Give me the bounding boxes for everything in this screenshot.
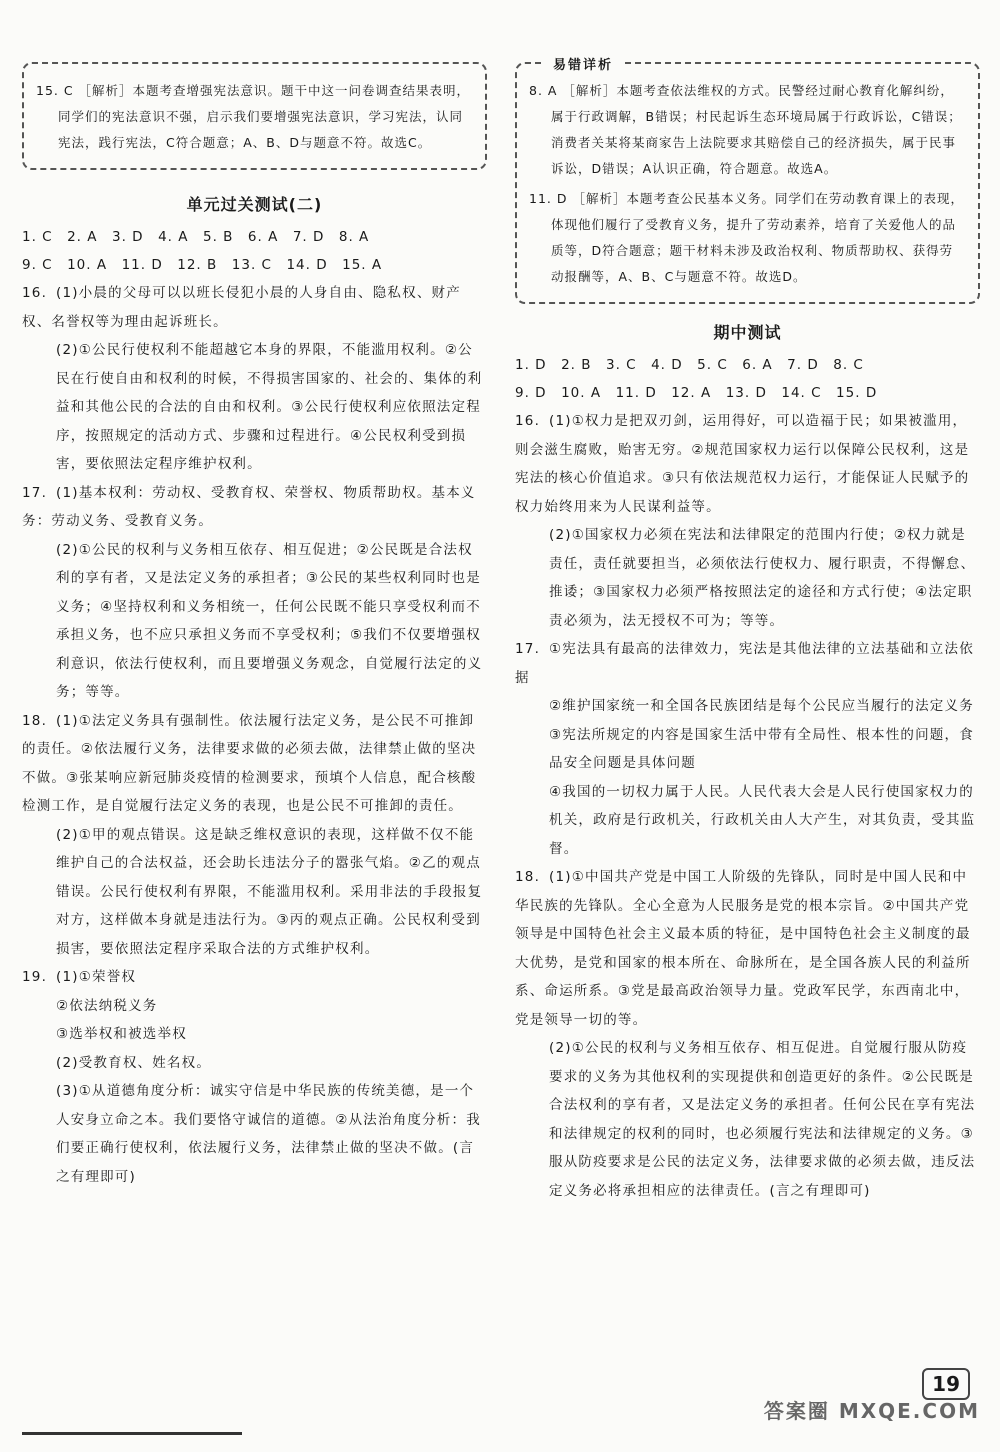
question-number: 16.	[22, 285, 48, 301]
question-line	[22, 279, 487, 336]
question-text: ③宪法所规定的内容是国家生活中带有全局性、根本性的问题，食品安全问题是具体问题	[549, 726, 974, 771]
question-text: (2)①公民的权利与义务相互依存、相互促进；②公民既是合法权利的享有者，又是法定义务的承担者；③公民的某些权利同时也是义务；④坚持权利和义务相统一，任何公民既不能只享受权利而不承担义务，也不应只承担义务而不享受权利；⑤我们不仅要增强权利意识，依法行使权利，而且要增强义务观念，自觉履行法定的义务；等等。	[56, 541, 483, 700]
question-number: 17.	[22, 484, 48, 501]
question-text: (1)小晨的父母可以以班长侵犯小晨的人身自由、隐私权、财产权、名誉权等为理由起诉班长。	[22, 285, 461, 330]
question-text: (2)①公民行使权利不能超越它本身的界限，不能滥用权利。②公民在行使自由和权利的时候，不得损害国家的、社会的、集体的利益和其他公民的合法的自由和权利。③公民行使权利应依照法定程序，按照规定的活动方式、步骤和过程进行。④公民权利受到损害，要依照法定程序维护权利。	[56, 342, 483, 472]
box-label: 易错详析	[545, 53, 621, 79]
left-analysis-box	[22, 62, 487, 170]
page-number: 19	[922, 1368, 970, 1400]
left-column	[22, 0, 487, 1191]
question-text: (2)①甲的观点错误。这是缺乏维权意识的表现，这样做不仅不能维护自己的合法权益，还会助长违法分子的嚣张气焰。②乙的观点错误。公民行使权利有界限，不能滥用权利。采用非法的手段报复对方，这样做本身就是违法行为。③丙的观点正确。公民权利受到损害，要依照法定程序采取合法的方式维护权利。	[56, 826, 483, 957]
box-item: 15. C ［解析］本题考查增强宪法意识。题干中这一问卷调查结果表明，同学们的宪法意识不强，启示我们要增强宪法意识，学习宪法，认同宪法，践行宪法，C符合题意；A、B、D与题意不符。故选C。	[36, 83, 471, 150]
question-list	[515, 407, 980, 1205]
question-text: ③选举权和被选举权	[56, 1026, 187, 1042]
question-text: (1)①中国共产党是中国工人阶级的先锋队，同时是中国人民和中华民族的先锋队。全心全意为人民服务是党的根本宗旨。②中国共产党领导是中国特色社会主义最本质的特征，是中国特色社会主义制度的最大优势，是党和国家的根本所在、命脉所在，是全国各族人民的利益所系、命运所系。③党是最高政治领导力量。党政军民学，东西南北中，党是领导一切的等。	[515, 869, 971, 1028]
question-number: 18.	[22, 712, 48, 729]
question-line	[515, 721, 980, 778]
box-item: 11. D ［解析］本题考查公民基本义务。同学们在劳动教育课上的表现，体现他们履行了受教育义务，提升了劳动素养，培育了关爱他人的品质等，D符合题意；题干材料未涉及政治权利、物质帮助权、获得劳动报酬等，A、B、C与题意不符。故选D。	[529, 191, 964, 284]
question-line	[515, 635, 980, 692]
question-line	[515, 521, 980, 635]
right-analysis-box	[515, 58, 980, 304]
answer-row: 9. D 10. A 11. D 12. A 13. D 14. C 15. D	[515, 385, 878, 401]
question-text: ②依法纳税义务	[56, 997, 158, 1014]
question-list	[22, 279, 487, 1191]
question-line	[22, 821, 487, 964]
section-title: 单元过关测试(二)	[186, 195, 323, 214]
question-text: ②维护国家统一和全国各民族团结是每个公民应当履行的法定义务	[549, 698, 974, 714]
question-text: (1)①法定义务具有强制性。依法履行法定义务，是公民不可推卸的责任。②依法履行义务，法律要求做的必须去做，法律禁止做的坚决不做。③张某响应新冠肺炎疫情的检测要求，预填个人信息，配合核酸检测工作，是自觉履行法定义务的表现，也是公民不可推卸的责任。	[22, 712, 477, 814]
question-text: (1)①荣誉权	[56, 969, 137, 985]
question-text: (1)①权力是把双刃剑，运用得好，可以造福于民；如果被滥用，则会滋生腐败，贻害无穷。②规范国家权力运行以保障公民权利，这是宪法的核心价值追求。③只有依法规范权力运行，才能保证人民赋予的权力始终用来为人民谋利益等。	[515, 413, 970, 515]
question-line	[22, 1077, 487, 1191]
question-line	[515, 1034, 980, 1205]
answer-row: 9. C 10. A 11. D 12. B 13. C 14. D 15. A	[22, 257, 383, 273]
question-text: (2)受教育权、姓名权。	[56, 1054, 212, 1071]
question-line	[22, 992, 487, 1021]
footer-rule	[22, 1432, 242, 1435]
question-number: 16.	[515, 413, 541, 429]
question-line	[22, 963, 487, 992]
question-text: (2)①国家权力必须在宪法和法律限定的范围内行使；②权力就是责任，责任就要担当，必须依法行使权力、履行职责，不得懈怠、推诿；③国家权力必须严格按照法定的途径和方式行使；④法定职责必须为，法无授权不可为；等等。	[549, 527, 976, 629]
question-line	[515, 692, 980, 721]
right-column	[515, 0, 980, 1205]
question-line	[515, 863, 980, 1034]
question-number: 17.	[515, 641, 541, 657]
question-line	[22, 336, 487, 479]
question-number: 18.	[515, 869, 541, 885]
box-item: 8. A ［解析］本题考查依法维权的方式。民警经过耐心教育化解纠纷，属于行政调解，B错误；村民起诉生态环境局属于行政诉讼，C错误；消费者关某将某商家告上法院要求其赔偿自己的经济损失，属于民事诉讼，D错误；A认识正确，符合题意。故选A。	[529, 83, 962, 176]
section-title: 期中测试	[713, 323, 782, 342]
question-text: ④我国的一切权力属于人民。人民代表大会是人民行使国家权力的机关，政府是行政机关，行政机关由人大产生，对其负责，受其监督。	[549, 783, 976, 857]
question-text: (1)基本权利：劳动权、受教育权、荣誉权、物质帮助权。基本义务：劳动义务、受教育义务。	[22, 484, 476, 529]
question-text: (2)①公民的权利与义务相互依存、相互促进。自觉履行服从防疫要求的义务为其他权利的实现提供和创造更好的条件。②公民既是合法权利的享有者，又是法定义务的承担者。任何公民在享有宪法和法律规定的权利的同时，也必须履行宪法和法律规定的义务。③服从防疫要求是公民的法定义务，法律要求做的必须去做，违反法定义务必将承担相应的法律责任。(言之有理即可)	[549, 1040, 976, 1199]
question-line	[22, 1020, 487, 1049]
question-line	[22, 1049, 487, 1078]
answer-row: 1. C 2. A 3. D 4. A 5. B 6. A 7. D 8. A	[22, 229, 370, 245]
question-line	[515, 778, 980, 864]
question-line	[515, 407, 980, 521]
question-text: (3)①从道德角度分析：诚实守信是中华民族的传统美德，是一个人安身立命之本。我们要恪守诚信的道德。②从法治角度分析：我们要正确行使权利，依法履行义务，法律禁止做的坚决不做。(言之有理即可)	[56, 1083, 481, 1185]
question-text: ①宪法具有最高的法律效力，宪法是其他法律的立法基础和立法依据	[515, 641, 974, 686]
question-line	[22, 536, 487, 707]
question-line	[22, 707, 487, 821]
answer-row: 1. D 2. B 3. C 4. D 5. C 6. A 7. D 8. C	[515, 357, 864, 373]
watermark: 答案圈 MXQE.COM	[763, 1399, 980, 1423]
question-line	[22, 479, 487, 536]
question-number: 19.	[22, 969, 48, 985]
